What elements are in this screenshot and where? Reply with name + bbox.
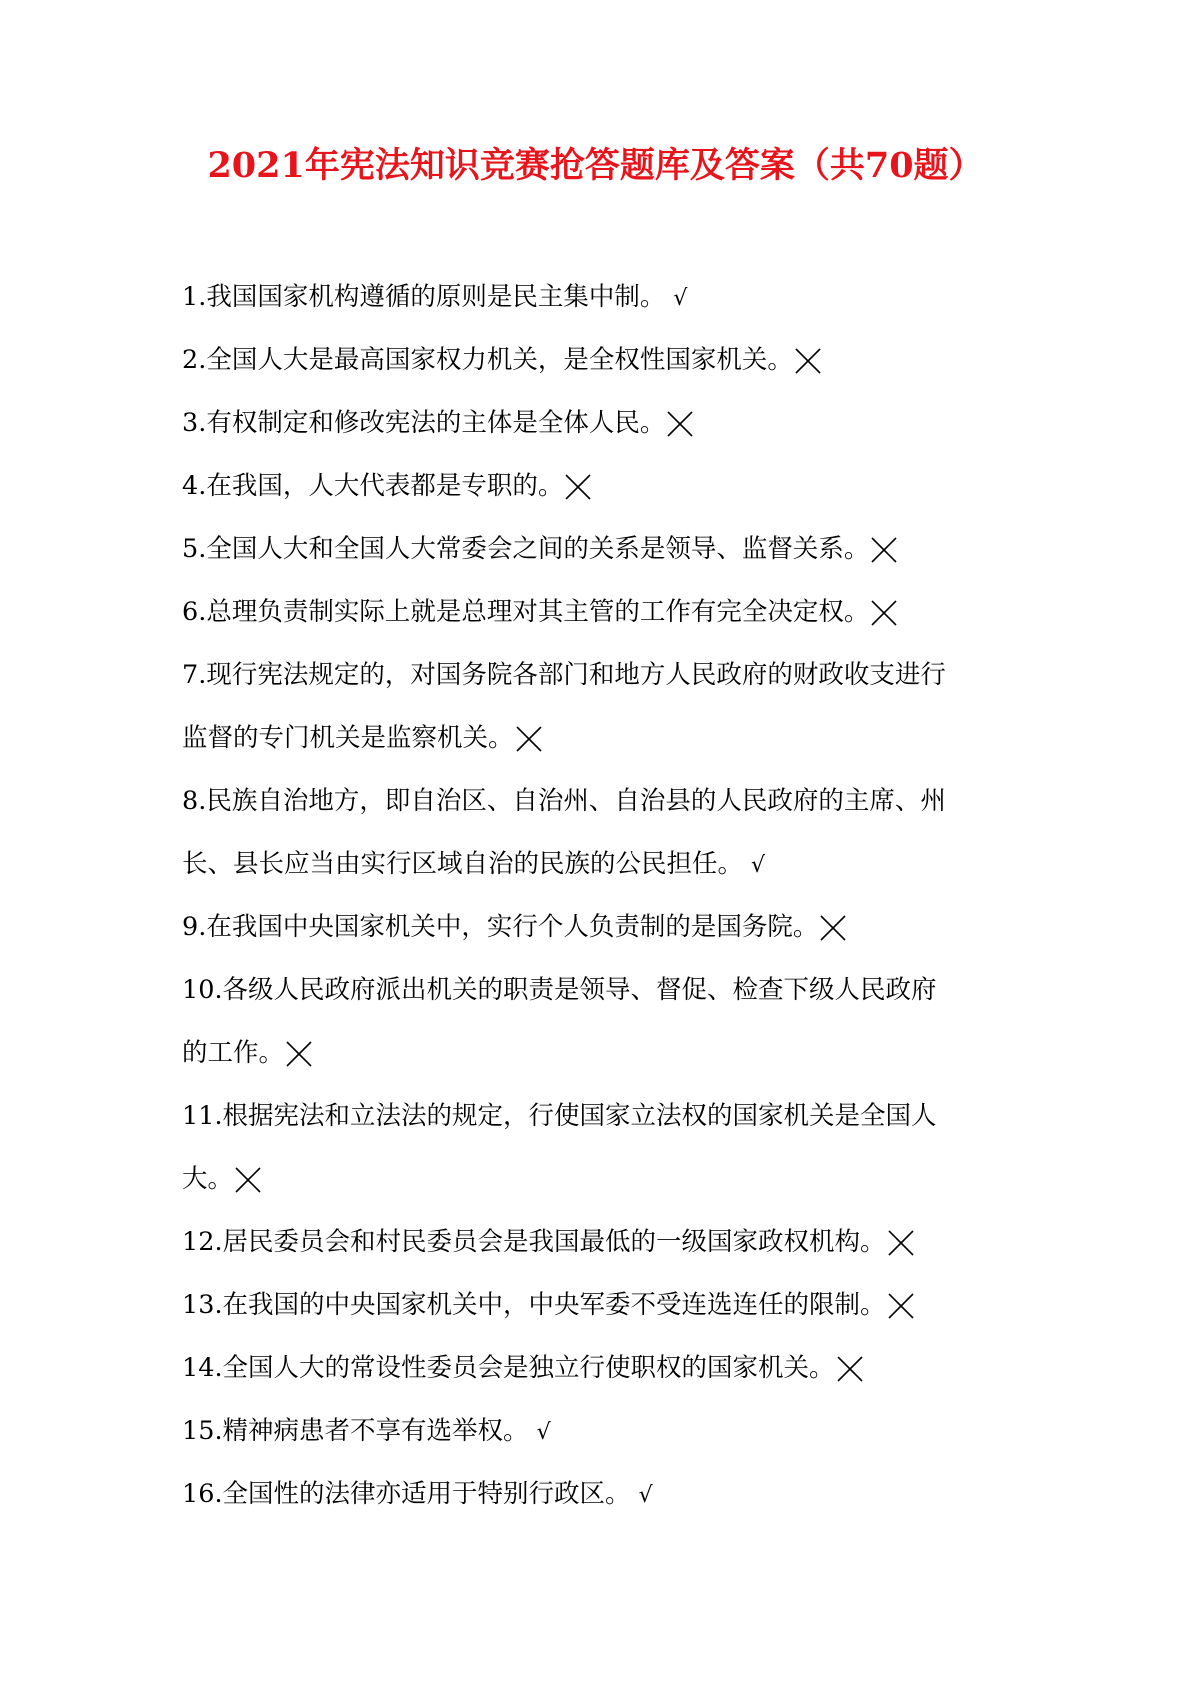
question-text: 大。 bbox=[182, 1164, 234, 1194]
question-text: 16.全国性的法律亦适用于特别行政区。 bbox=[182, 1479, 631, 1509]
question-text-line bbox=[182, 833, 1022, 896]
answer-true-mark: √ bbox=[751, 852, 766, 878]
question-item bbox=[182, 770, 1022, 896]
question-text-line bbox=[182, 455, 1022, 518]
question-item bbox=[182, 329, 1022, 392]
question-text: 15.精神病患者不享有选举权。 bbox=[182, 1416, 529, 1446]
question-item bbox=[182, 896, 1022, 959]
question-item bbox=[182, 1337, 1022, 1400]
question-text-line bbox=[182, 896, 1022, 959]
question-item bbox=[182, 455, 1022, 518]
question-text: 6.总理负责制实际上就是总理对其主管的工作有完全决定权。 bbox=[182, 597, 870, 627]
question-item bbox=[182, 1085, 1022, 1211]
question-item bbox=[182, 1400, 1022, 1463]
question-text-line bbox=[182, 644, 1022, 707]
answer-true-mark: √ bbox=[673, 285, 688, 311]
question-item bbox=[182, 266, 1022, 329]
question-text-line bbox=[182, 1085, 1022, 1148]
cross-icon bbox=[233, 1165, 263, 1195]
question-text: 的工作。 bbox=[182, 1038, 285, 1068]
question-item bbox=[182, 1274, 1022, 1337]
question-text-line bbox=[182, 959, 1022, 1022]
question-list bbox=[182, 266, 1022, 1526]
answer-true-mark: √ bbox=[638, 1482, 653, 1508]
question-text: 5.全国人大和全国人大常委会之间的关系是领导、监督关系。 bbox=[182, 534, 870, 564]
cross-icon bbox=[665, 409, 695, 439]
question-text-line bbox=[182, 1463, 1022, 1526]
question-text: 长、县长应当由实行区域自治的民族的公民担任。 bbox=[182, 849, 744, 879]
question-item bbox=[182, 1211, 1022, 1274]
question-text-line bbox=[182, 518, 1022, 581]
question-text-line bbox=[182, 1211, 1022, 1274]
question-text: 13.在我国的中央国家机关中，中央军委不受连选连任的限制。 bbox=[182, 1290, 886, 1320]
question-text-line bbox=[182, 266, 1022, 329]
cross-icon bbox=[835, 1354, 865, 1384]
question-text-line bbox=[182, 1337, 1022, 1400]
question-item bbox=[182, 959, 1022, 1085]
document-title: 2021年宪法知识竞赛抢答题库及答案（共70题） bbox=[207, 145, 984, 186]
question-text: 12.居民委员会和村民委员会是我国最低的一级国家政权机构。 bbox=[182, 1227, 886, 1257]
cross-icon bbox=[284, 1039, 314, 1069]
question-text-line bbox=[182, 707, 1022, 770]
question-text: 7.现行宪法规定的，对国务院各部门和地方人民政府的财政收支进行 bbox=[182, 660, 946, 690]
cross-icon bbox=[818, 913, 848, 943]
question-text: 9.在我国中央国家机关中，实行个人负责制的是国务院。 bbox=[182, 912, 819, 942]
question-text-line bbox=[182, 392, 1022, 455]
question-text: 11.根据宪法和立法法的规定，行使国家立法权的国家机关是全国人 bbox=[182, 1101, 937, 1131]
cross-icon bbox=[793, 346, 823, 376]
question-item bbox=[182, 1463, 1022, 1526]
question-item bbox=[182, 392, 1022, 455]
answer-true-mark: √ bbox=[536, 1419, 551, 1445]
question-text: 4.在我国，人大代表都是专职的。 bbox=[182, 471, 564, 501]
cross-icon bbox=[869, 535, 899, 565]
question-text: 10.各级人民政府派出机关的职责是领导、督促、检查下级人民政府 bbox=[182, 975, 937, 1005]
question-text-line bbox=[182, 1022, 1022, 1085]
question-text: 1.我国国家机构遵循的原则是民主集中制。 bbox=[182, 282, 666, 312]
cross-icon bbox=[563, 472, 593, 502]
cross-icon bbox=[514, 724, 544, 754]
question-text: 监督的专门机关是监察机关。 bbox=[182, 723, 514, 753]
cross-icon bbox=[886, 1291, 916, 1321]
question-text: 14.全国人大的常设性委员会是独立行使职权的国家机关。 bbox=[182, 1353, 835, 1383]
question-text: 2.全国人大是最高国家权力机关，是全权性国家机关。 bbox=[182, 345, 793, 375]
question-text-line bbox=[182, 329, 1022, 392]
cross-icon bbox=[886, 1228, 916, 1258]
question-item bbox=[182, 581, 1022, 644]
question-text: 3.有权制定和修改宪法的主体是全体人民。 bbox=[182, 408, 666, 438]
question-text-line bbox=[182, 1400, 1022, 1463]
question-text-line bbox=[182, 581, 1022, 644]
question-item bbox=[182, 644, 1022, 770]
cross-icon bbox=[869, 598, 899, 628]
question-text-line bbox=[182, 1274, 1022, 1337]
question-item bbox=[182, 518, 1022, 581]
question-text: 8.民族自治地方，即自治区、自治州、自治县的人民政府的主席、州 bbox=[182, 786, 946, 816]
question-text-line bbox=[182, 770, 1022, 833]
question-text-line bbox=[182, 1148, 1022, 1211]
